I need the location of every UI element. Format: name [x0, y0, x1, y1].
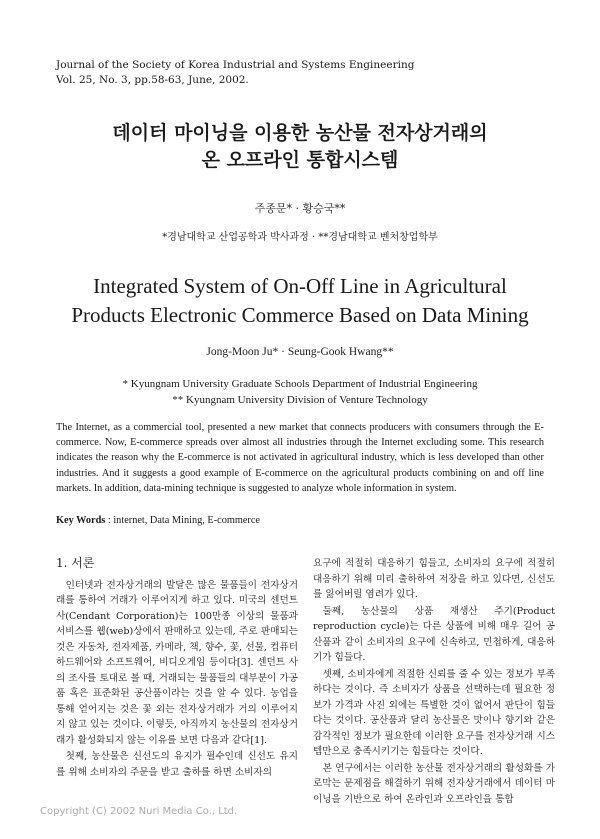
korean-title-line2: 온 오프라인 통합시스템 — [201, 149, 399, 171]
keywords — [56, 515, 260, 526]
keywords-label: Key Words — [56, 515, 106, 526]
abstract: The Internet, as a commercial tool, presented a new market that connects producers with consumers through the E-commerce. Now, E-commerce spreads over almost all industries through the Internet excluding some. This research indicates the reason why the E-commerce is not activated in agricultural industry, which is less developed than other industries. And it suggests a good example of E-commerce on the agricultural products combining on and off line markets. In addition, data-mining technique is suggested to analyze whole information in system. — [56, 422, 544, 494]
paragraph: 인터넷과 전자상거래의 발달은 많은 물품들이 전자상거래를 통하여 거래가 이루어지게 하고 있다. 미국의 센던트 사(Cendant Corporation)는 100만종 이상의 물품과 서비스를 웹(web)상에서 판매하고 있는데, 주로 판매되는 것은 자동차, 전자제품, 카메라, 책, 향수, 꽃, 선물, 컴퓨터 하드웨어와 소프트웨어, 비디오게임 등이다[3]. 센던트 사의 조사를 토대로 볼 때, 거래되는 물품들의 대부분이 가공품 혹은 표준화된 공산품이라는 것을 알 수 있다. 농업을 통해 얻어지는 것은 꽃 외는 전자상거래가 거의 이루어지지 않고 있는 것이다. 이렇듯, 아직까지 농산물의 전자상거래가 활성화되지 않는 이유를 보면 다음과 같다[1]. — [56, 579, 298, 746]
english-affiliation-1: * Kyungnam University Graduate Schools Department of Industrial Engineering — [122, 378, 478, 390]
english-authors: Jong-Moon Ju* · Seung-Gook Hwang** — [206, 346, 394, 358]
journal-header — [56, 58, 414, 88]
keywords-value: : internet, Data Mining, E-commerce — [107, 515, 261, 526]
paragraph: 첫째, 농산물은 신선도의 유지가 필수인데 신선도 유지를 위해 소비자의 주문을 받고 출하를 하면 소비자의 — [56, 751, 298, 778]
paragraph: 요구에 적절히 대응하기 힘들고, 소비자의 요구에 적절히 대응하기 위해 미리 출하하여 저장을 하고 있다면, 신선도를 잃어버릴 염려가 있다. — [313, 558, 555, 600]
english-title — [0, 272, 600, 330]
paragraph: 본 연구에서는 이러한 농산물 전자상거래의 활성화를 가로막는 문제점을 해결하기 위해 전자상거래에서 데이터 마이닝을 기반으로 하여 온라인과 오프라인을 통합 — [313, 762, 555, 805]
english-affiliation — [0, 376, 600, 408]
korean-title — [0, 120, 600, 174]
korean-authors: 주종문* · 황승국** — [254, 202, 346, 215]
body-column-left — [56, 556, 298, 781]
journal-volume: Vol. 25, No. 3, pp.58-63, June, 2002. — [56, 74, 249, 86]
journal-name: Journal of the Society of Korea Industrial and Systems Engineering — [56, 59, 415, 71]
english-title-line1: Integrated System of On-Off Line in Agricultural — [93, 274, 507, 298]
english-affiliation-2: ** Kyungnam University Division of Venture Technology — [172, 394, 428, 406]
korean-title-line1: 데이터 마이닝을 이용한 농산물 전자상거래의 — [112, 122, 488, 144]
english-title-line2: Products Electronic Commerce Based on Data Mining — [71, 303, 529, 327]
section-title: 1. 서론 — [56, 556, 95, 570]
body-column-right — [313, 556, 555, 808]
paragraph: 셋째, 소비자에게 적절한 신뢰를 줄 수 있는 정보가 부족하다는 것이다. 즉 소비자가 상품을 선택하는데 필요한 정보가 가격과 사진 외에는 특별한 것이 없어서 판단이 힘들다는 것이다. 공산품과 달리 농산물은 맛이나 향기와 같은 감각적인 정보가 필요한데 이러한 요구를 전자상거래 시스템만으로 충족시키기는 힘들다는 것이다. — [313, 668, 555, 757]
paragraph: 둘째, 농산물의 상품 재생산 주기(Product reproduction cycle)는 다른 상품에 비해 매우 길어 공산품과 같이 소비자의 요구에 신속하고, 민첩하게, 대응하기가 힘들다. — [313, 605, 555, 663]
korean-affiliation: *경남대학교 산업공학과 박사과정 · **경남대학교 벤처창업학부 — [162, 232, 438, 243]
copyright-notice: Copyright (C) 2002 Nuri Media Co., Ltd. — [40, 806, 238, 817]
